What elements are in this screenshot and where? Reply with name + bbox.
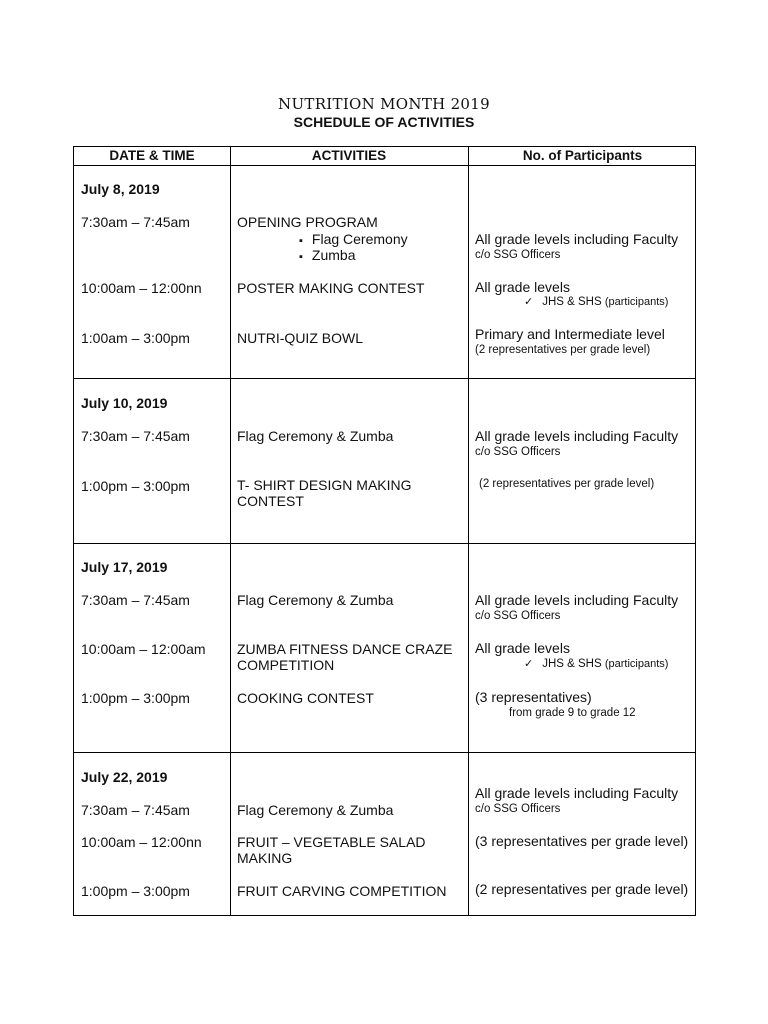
bullet-text: Zumba [311,247,356,263]
page-subtitle: SCHEDULE OF ACTIVITIES [293,114,475,130]
row-divider [74,752,695,753]
row-participants: All grade levels including Faculty [475,231,679,247]
row-activity: Flag Ceremony & Zumba [237,592,394,608]
row-time: 1:00pm – 3:00pm [81,478,190,494]
participants-note: c/o SSG Officers [475,610,561,622]
row-activity-line2: COMPETITION [237,657,335,673]
header-date-time: DATE & TIME [109,148,195,163]
row-activity-line1: ZUMBA FITNESS DANCE CRAZE [237,641,453,657]
bullet-text: Flag Ceremony [311,231,408,247]
row-time: 1:00pm – 3:00pm [81,883,190,899]
row-time: 10:00am – 12:00nn [81,280,202,296]
row-activity-line1: T- SHIRT DESIGN MAKING [237,477,412,493]
row-participants: All grade levels including Faculty [475,428,679,444]
day-date: July 10, 2019 [81,395,168,411]
participants-check [524,656,668,672]
schedule-table [73,146,696,916]
row-participants: All grade levels including Faculty [475,785,679,801]
row-participants: All grade levels [475,279,570,295]
row-time: 7:30am – 7:45am [81,214,190,230]
row-activity-line2: CONTEST [237,493,304,509]
participants-note: (2 representatives per grade level) [479,478,655,490]
participants-note: c/o SSG Officers [475,446,561,458]
row-participants: (2 representatives per grade level) [475,881,689,897]
row-divider [74,378,695,379]
check-text: JHS & SHS [542,658,602,670]
row-time: 10:00am – 12:00nn [81,834,202,850]
row-participants: Primary and Intermediate level [475,326,665,342]
row-activity-line2: MAKING [237,850,293,866]
row-activity: OPENING PROGRAM [237,214,378,230]
day-date: July 17, 2019 [81,559,168,575]
participants-note: c/o SSG Officers [475,249,561,261]
day-date: July 8, 2019 [81,181,160,197]
row-divider [74,543,695,544]
check-note: (participants) [604,296,669,308]
column-divider [468,147,469,915]
header-activities: ACTIVITIES [311,148,387,163]
row-participants: All grade levels including Faculty [475,592,679,608]
row-activity: FRUIT CARVING COMPETITION [237,883,447,899]
row-activity: COOKING CONTEST [237,690,374,706]
row-time: 1:00pm – 3:00pm [81,690,190,706]
participants-note: from grade 9 to grade 12 [509,707,636,719]
row-activity: Flag Ceremony & Zumba [237,802,394,818]
row-participants: (3 representatives per grade level) [475,833,689,849]
row-time: 1:00am – 3:00pm [81,330,190,346]
header-participants: No. of Participants [522,148,643,163]
row-time: 7:30am – 7:45am [81,802,190,818]
participants-check [524,294,668,310]
row-activity: NUTRI-QUIZ BOWL [237,330,363,346]
row-activity-line1: FRUIT – VEGETABLE SALAD [237,834,426,850]
row-activity: Flag Ceremony & Zumba [237,428,394,444]
row-time: 7:30am – 7:45am [81,428,190,444]
row-participants: All grade levels [475,640,570,656]
check-note: (participants) [604,658,669,670]
column-divider [230,147,231,915]
row-participants: (3 representatives) [475,689,592,705]
activity-bullet [299,247,355,265]
page-title: NUTRITION MONTH 2019 [278,95,490,113]
participants-note: (2 representatives per grade level) [475,344,651,356]
row-time: 10:00am – 12:00am [81,641,206,657]
header-divider [74,165,695,166]
row-time: 7:30am – 7:45am [81,592,190,608]
day-date: July 22, 2019 [81,769,168,785]
row-activity: POSTER MAKING CONTEST [237,280,425,296]
check-text: JHS & SHS [542,296,602,308]
participants-note: c/o SSG Officers [475,803,561,815]
